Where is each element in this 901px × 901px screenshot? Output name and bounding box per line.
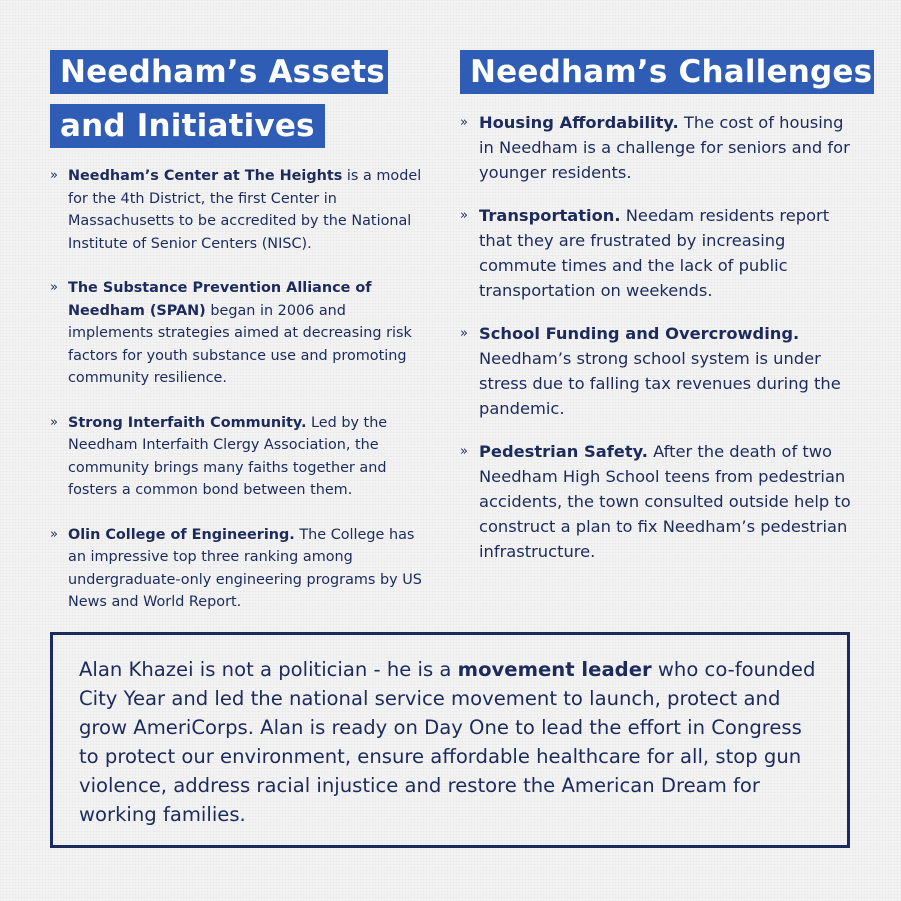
item-lead: The Substance Prevention Alliance of Needham (SPAN) (68, 280, 372, 319)
list-item (460, 321, 860, 421)
item-text: is a model for the 4th District, the first Center in Massachusetts to be accredited by the National Institute of Senior Centers (NISC). (68, 168, 422, 252)
callout-text-before: Alan Khazei is not a politician - he is a (79, 658, 458, 681)
item-lead: Transportation. (479, 206, 621, 225)
list-item (50, 165, 430, 255)
item-lead: Needham’s Center at The Heights (68, 168, 343, 184)
list-item (50, 524, 430, 614)
item-text: The cost of housing in Needham is a challenge for seniors and for younger residents. (479, 113, 850, 182)
chevron-bullet-icon: » (50, 414, 58, 430)
item-text: The College has an impressive top three ranking among undergraduate-only engineering programs by US News and World Report. (68, 526, 422, 610)
item-text: Needham’s strong school system is under stress due to falling tax revenues during the pandemic. (479, 349, 841, 418)
item-text: After the death of two Needham High School teens from pedestrian accidents, the town consulted outside help to construct a plan to fix Needham’s pedestrian infrastructure. (479, 442, 851, 561)
list-item (460, 439, 860, 564)
item-text: Led by the Needham Interfaith Clergy Association, the community brings many faiths together and fosters a common bond between them. (68, 414, 388, 498)
challenges-list (460, 110, 860, 582)
chevron-bullet-icon: » (50, 526, 58, 542)
assets-list (50, 165, 430, 636)
challenges-heading: Needham’s Challenges (460, 50, 874, 94)
callout-text-after: who co-founded City Year and led the national service movement to launch, protect and grow AmeriCorps. Alan is ready on Day One to lead the effort in Congress to protect our environment, ensure affordable healthcare for all, stop gun violence, address racial injustice and restore the American Dream for working families. (79, 658, 816, 826)
list-item (460, 110, 860, 185)
item-lead: Olin College of Engineering. (68, 526, 295, 543)
callout-box (50, 632, 850, 848)
chevron-bullet-icon: » (460, 326, 468, 341)
assets-heading-line-2: and Initiatives (50, 104, 325, 148)
chevron-bullet-icon: » (460, 208, 468, 223)
list-item (460, 203, 860, 303)
list-item (50, 412, 430, 502)
item-lead: School Funding and Overcrowding. (479, 324, 800, 343)
item-lead: Housing Affordability. (479, 113, 679, 132)
item-lead: Strong Interfaith Community. (68, 414, 307, 431)
callout-bold-phrase: movement leader (457, 658, 652, 681)
list-item (50, 277, 430, 390)
chevron-bullet-icon: » (50, 280, 58, 295)
chevron-bullet-icon: » (460, 444, 468, 459)
chevron-bullet-icon: » (50, 168, 58, 183)
chevron-bullet-icon: » (460, 115, 468, 130)
assets-heading-line-1: Needham’s Assets (50, 50, 388, 94)
item-lead: Pedestrian Safety. (479, 442, 648, 461)
item-text: began in 2006 and implements strategies aimed at decreasing risk factors for youth substance use and promoting community resilience. (68, 302, 412, 386)
item-text: Needam residents report that they are frustrated by increasing commute times and the lack of public transportation on weekends. (479, 206, 830, 300)
